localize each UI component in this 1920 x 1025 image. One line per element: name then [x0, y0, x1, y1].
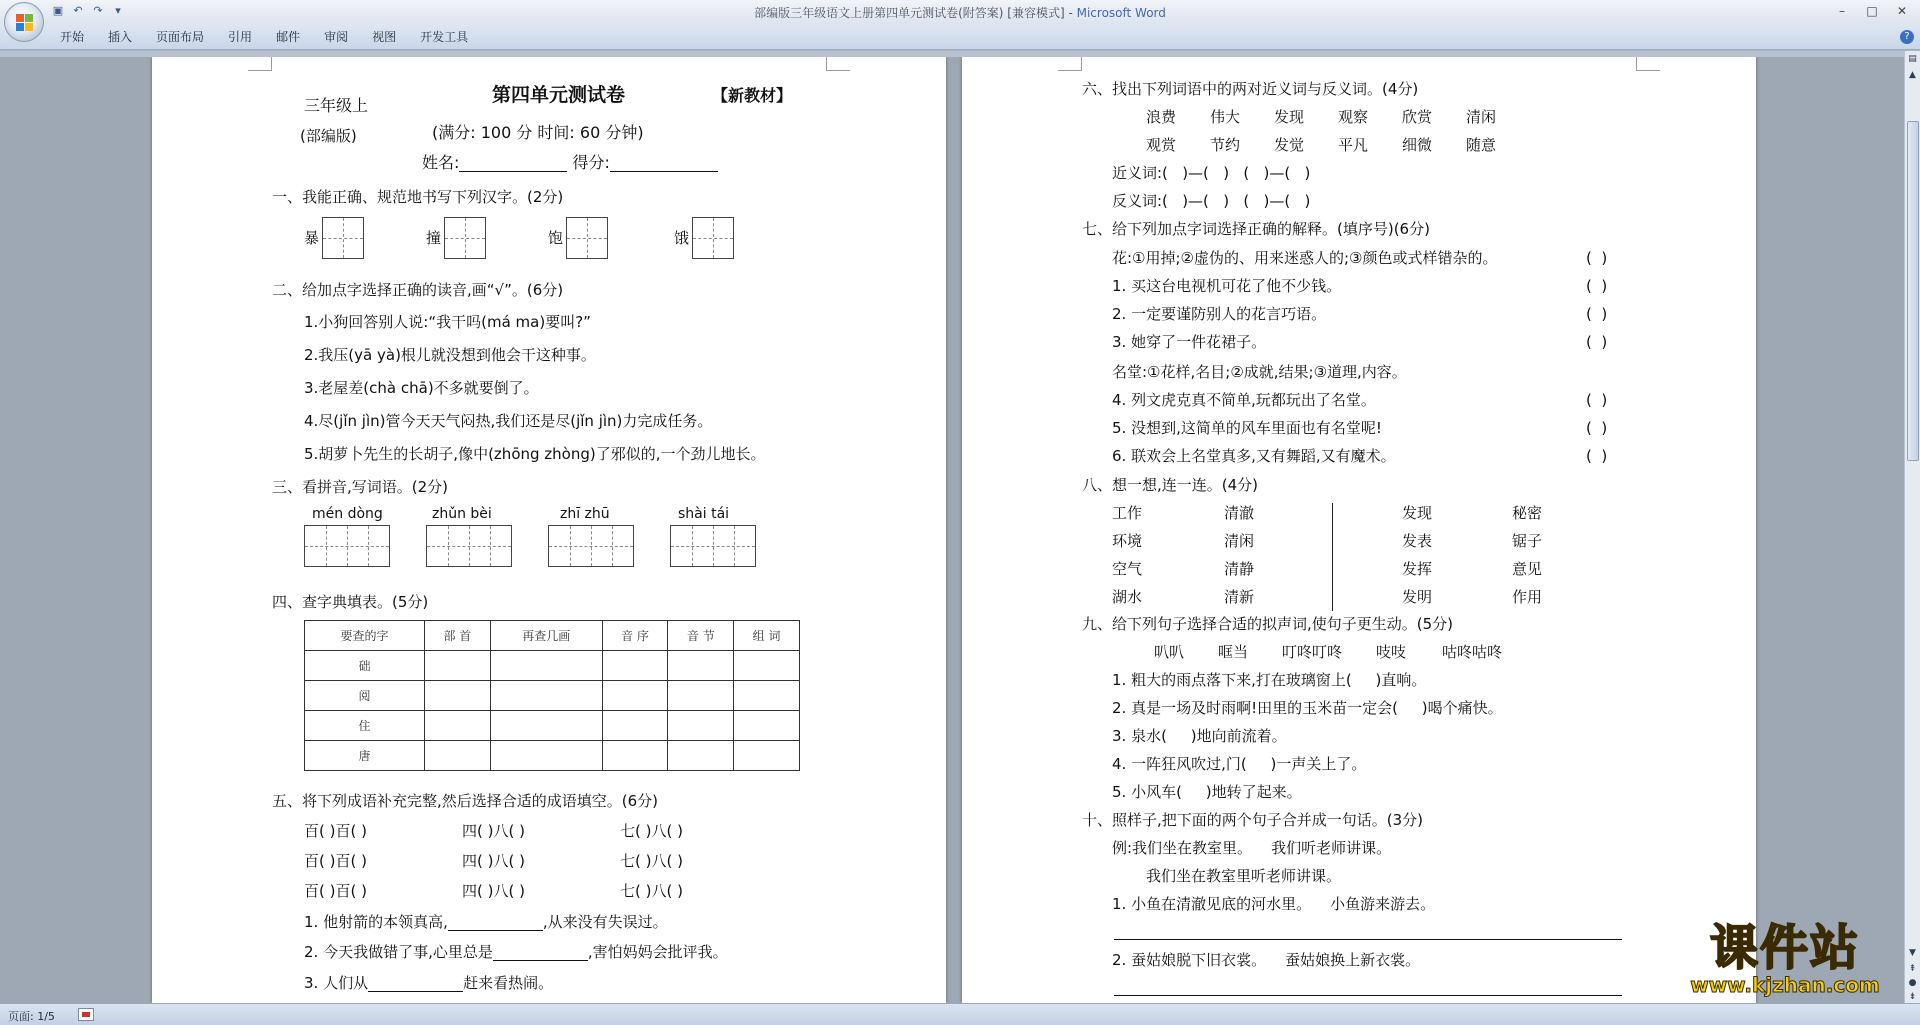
- q6-word: 节约: [1210, 136, 1241, 154]
- scroll-down-icon[interactable]: ▼: [1909, 948, 1916, 958]
- q6-word: 观赏: [1146, 136, 1177, 154]
- q6-word: 浪费: [1146, 108, 1177, 126]
- watermark-url: www.kjzhan.com: [1690, 973, 1880, 997]
- tab-view[interactable]: 视图: [372, 30, 397, 44]
- writing-grid[interactable]: [444, 217, 486, 259]
- q7-item: 4. 列文虎克真不简单,玩都玩出了名堂。: [1112, 391, 1376, 409]
- q9-item: 3. 泉水( )地向前流着。: [1112, 727, 1287, 745]
- q7-definition: 花:①用掉;②虚伪的、用来迷惑人的;③颜色或式样错杂的。: [1112, 249, 1498, 267]
- question-4: 四、查字典填表。(5分): [272, 593, 429, 611]
- q6-word: 发觉: [1274, 136, 1305, 154]
- table-header: 音 节: [668, 621, 734, 651]
- ruler-toggle-icon[interactable]: ▤: [1908, 54, 1917, 64]
- table-header: 要查的字: [305, 621, 425, 651]
- q6-word: 观察: [1338, 108, 1369, 126]
- margin-corner: [826, 57, 850, 71]
- q9-item: 2. 真是一场及时雨啊!田里的玉米苗一定会( )喝个痛快。: [1112, 699, 1503, 717]
- window-controls: [1828, 2, 1916, 20]
- scroll-up-icon[interactable]: ▲: [1909, 70, 1916, 80]
- idiom-blank: 百( )百( ): [304, 822, 367, 840]
- idiom-blank: 百( )百( ): [304, 882, 367, 900]
- onomatopoeia-word: 咕咚咕咚: [1442, 643, 1503, 661]
- select-browse-icon[interactable]: ●: [1908, 978, 1917, 988]
- q2-item: 1.小狗回答别人说:“我干吗(má ma)要叫?”: [304, 313, 591, 331]
- tab-page-layout[interactable]: 页面布局: [156, 30, 205, 44]
- q6-word: 清闲: [1466, 108, 1497, 126]
- answer-paren: ( ): [1586, 333, 1608, 351]
- question-6: 六、找出下列词语中的两对近义词与反义词。(4分): [1082, 80, 1419, 98]
- q10-example: 例:我们坐在教室里。 我们听老师讲课。: [1112, 839, 1392, 857]
- grade-label: 三年级上: [304, 96, 369, 115]
- idiom-blank: 七( )八( ): [620, 882, 683, 900]
- table-header: 组 词: [734, 621, 800, 651]
- tab-insert[interactable]: 插入: [108, 30, 133, 44]
- answer-line[interactable]: [1114, 995, 1622, 996]
- q6-word: 细微: [1402, 136, 1433, 154]
- match-word: 意见: [1512, 560, 1543, 578]
- fill-sentence: 3. 人们从 赶来看热闹。: [304, 974, 554, 992]
- answer-paren: ( ): [1586, 447, 1608, 465]
- match-word: 清静: [1224, 560, 1255, 578]
- idiom-blank: 七( )八( ): [620, 852, 683, 870]
- match-word: 作用: [1512, 588, 1543, 606]
- match-word: 湖水: [1112, 588, 1143, 606]
- answer-paren: ( ): [1586, 391, 1608, 409]
- match-word: 环境: [1112, 532, 1143, 550]
- table-cell: 唐: [305, 741, 425, 771]
- document-area[interactable]: [0, 57, 1904, 1003]
- title-bar: [0, 0, 1920, 24]
- q10-example-answer: 我们坐在教室里听老师讲课。: [1146, 867, 1342, 885]
- edition-label: (部编版): [300, 127, 357, 145]
- antonym-line: 反义词:( )—( ) ( )—( ): [1112, 192, 1311, 210]
- vertical-scrollbar[interactable]: [1904, 51, 1920, 1003]
- watermark-text: 课件站: [1709, 920, 1860, 976]
- page-left: [152, 57, 946, 1003]
- fill-sentence: 2. 今天我做错了事,心里总是 ,害怕妈妈会批评我。: [304, 943, 728, 961]
- question-5: 五、将下列成语补充完整,然后选择合适的成语填空。(6分): [272, 792, 659, 810]
- answer-paren: ( ): [1586, 419, 1608, 437]
- name-score-line: 姓名: 得分:: [422, 154, 718, 172]
- q6-word: 伟大: [1210, 108, 1241, 126]
- q7-item: 3. 她穿了一件花裙子。: [1112, 333, 1267, 351]
- table-cell: 阅: [305, 681, 425, 711]
- question-7: 七、给下列加点字词选择正确的解释。(填序号)(6分): [1082, 220, 1430, 238]
- answer-paren: ( ): [1586, 249, 1608, 267]
- page-title: 第四单元测试卷: [492, 84, 626, 106]
- customize-qat-icon[interactable]: ▾: [115, 4, 121, 17]
- minimize-icon[interactable]: –: [1839, 4, 1845, 18]
- match-word: 空气: [1112, 560, 1143, 578]
- match-word: 发明: [1402, 588, 1433, 606]
- question-2: 二、给加点字选择正确的读音,画“√”。(6分): [272, 281, 564, 299]
- tab-review[interactable]: 审阅: [324, 30, 349, 44]
- page-right: [962, 57, 1756, 1003]
- status-bar: [0, 1003, 1920, 1025]
- q10-item: 2. 蚕姑娘脱下旧衣裳。 蚕姑娘换上新衣裳。: [1112, 951, 1421, 969]
- idiom-blank: 四( )八( ): [462, 852, 525, 870]
- column-divider: [1332, 503, 1333, 611]
- next-page-icon[interactable]: ⇟: [1908, 992, 1917, 1002]
- office-logo-icon: [16, 14, 34, 32]
- q10-item: 1. 小鱼在清澈见底的河水里。 小鱼游来游去。: [1112, 895, 1436, 913]
- help-icon[interactable]: ?: [1900, 30, 1914, 44]
- table-row: [305, 681, 800, 711]
- page-indicator[interactable]: 页面: 1/5: [8, 1010, 55, 1023]
- margin-corner: [1058, 57, 1082, 71]
- prev-page-icon[interactable]: ⇞: [1908, 964, 1917, 974]
- q2-item: 5.胡萝卜先生的长胡子,像中(zhōng zhòng)了邪似的,一个劲儿地长。: [304, 445, 766, 463]
- table-row: [305, 741, 800, 771]
- idiom-blank: 百( )百( ): [304, 852, 367, 870]
- pinyin-label: mén dòng: [312, 506, 383, 522]
- question-8: 八、想一想,连一连。(4分): [1082, 476, 1259, 494]
- margin-corner: [1636, 57, 1660, 71]
- table-cell: 住: [305, 711, 425, 741]
- q1-char-1: 暴: [304, 229, 320, 247]
- question-9: 九、给下列句子选择合适的拟声词,使句子更生动。(5分): [1082, 615, 1454, 633]
- match-word: 锯子: [1512, 532, 1543, 550]
- table-cell: 础: [305, 651, 425, 681]
- q2-item: 3.老屋差(chà chā)不多就要倒了。: [304, 379, 539, 397]
- table-row: [305, 651, 800, 681]
- synonym-line: 近义词:( )—( ) ( )—( ): [1112, 164, 1311, 182]
- idiom-blank: 七( )八( ): [620, 822, 683, 840]
- writing-grid[interactable]: [670, 525, 756, 567]
- save-icon[interactable]: ▣: [52, 4, 64, 17]
- onomatopoeia-word: 叭叭: [1154, 643, 1185, 661]
- table-row: [305, 711, 800, 741]
- q7-item: 2. 一定要谨防别人的花言巧语。: [1112, 305, 1327, 323]
- pinyin-label: zhī zhū: [560, 506, 610, 522]
- idiom-blank: 四( )八( ): [462, 882, 525, 900]
- writing-grid[interactable]: [548, 525, 634, 567]
- q9-item: 1. 粗大的雨点落下来,打在玻璃窗上( )直响。: [1112, 671, 1427, 689]
- score-time-line: (满分: 100 分 时间: 60 分钟): [432, 123, 644, 142]
- answer-paren: ( ): [1586, 277, 1608, 295]
- idiom-blank: 四( )八( ): [462, 822, 525, 840]
- scroll-thumb[interactable]: [1907, 121, 1919, 461]
- writing-grid[interactable]: [426, 525, 512, 567]
- question-10: 十、照样子,把下面的两个句子合并成一句话。(3分): [1082, 811, 1424, 829]
- q2-item: 2.我压(yā yà)根儿就没想到他会干这种事。: [304, 346, 596, 364]
- pinyin-label: shài tái: [678, 506, 730, 522]
- ribbon-tabs: [0, 24, 1920, 50]
- site-watermark: [1670, 922, 1900, 1002]
- table-header: 音 序: [602, 621, 668, 651]
- q6-word: 欣赏: [1402, 108, 1433, 126]
- fill-sentence: 1. 他射箭的本领真高, ,从来没有失误过。: [304, 913, 668, 931]
- match-word: 清新: [1224, 588, 1255, 606]
- question-3: 三、看拼音,写词语。(2分): [272, 478, 449, 496]
- match-word: 工作: [1112, 504, 1143, 522]
- tab-references[interactable]: 引用: [228, 30, 253, 44]
- dictionary-table: [304, 620, 800, 771]
- q2-item: 4.尽(jǐn jìn)管今天天气闷热,我们还是尽(jǐn jìn)力完成任务。: [304, 412, 713, 430]
- office-button[interactable]: [4, 2, 44, 42]
- q7-definition: 名堂:①花样,名目;②成就,结果;③道理,内容。: [1112, 363, 1407, 381]
- window-title: 部编版三年级语文上册第四单元测试卷(附答案) [兼容模式] - Microsoft Word: [754, 6, 1166, 20]
- q7-item: 5. 没想到,这简单的风车里面也有名堂呢!: [1112, 419, 1382, 437]
- match-word: 发挥: [1402, 560, 1433, 578]
- writing-grid[interactable]: [692, 217, 734, 259]
- proofing-icon[interactable]: [78, 1008, 94, 1021]
- q7-item: 6. 联欢会上名堂真多,又有舞蹈,又有魔术。: [1112, 447, 1396, 465]
- question-1: 一、我能正确、规范地书写下列汉字。(2分): [272, 188, 564, 206]
- redo-icon[interactable]: ↷: [93, 4, 103, 17]
- tab-home[interactable]: 开始: [60, 30, 85, 44]
- match-word: 发表: [1402, 532, 1433, 550]
- q6-word: 随意: [1466, 136, 1497, 154]
- writing-grid[interactable]: [304, 525, 390, 567]
- onomatopoeia-word: 吱吱: [1376, 643, 1407, 661]
- tab-mailings[interactable]: 邮件: [276, 30, 301, 44]
- onomatopoeia-word: 哐当: [1218, 643, 1249, 661]
- writing-grid[interactable]: [322, 217, 364, 259]
- writing-grid[interactable]: [566, 217, 608, 259]
- q6-word: 平凡: [1338, 136, 1369, 154]
- tab-developer[interactable]: 开发工具: [420, 30, 469, 44]
- close-icon[interactable]: ✕: [1896, 4, 1908, 18]
- q1-char-3: 饱: [548, 229, 564, 247]
- q1-char-2: 撞: [426, 229, 442, 247]
- margin-corner: [248, 57, 272, 71]
- maximize-icon[interactable]: □: [1866, 4, 1878, 18]
- q6-word: 发现: [1274, 108, 1305, 126]
- new-textbook-tag: 【新教材】: [712, 86, 793, 105]
- q7-item: 1. 买这台电视机可花了他不少钱。: [1112, 277, 1342, 295]
- undo-icon[interactable]: ↶: [73, 4, 83, 17]
- match-word: 发现: [1402, 504, 1433, 522]
- match-word: 清闲: [1224, 532, 1255, 550]
- table-header: 再查几画: [490, 621, 602, 651]
- answer-line[interactable]: [1114, 939, 1622, 940]
- answer-paren: ( ): [1586, 305, 1608, 323]
- pinyin-label: zhǔn bèi: [432, 506, 492, 522]
- q1-char-4: 饿: [674, 229, 690, 247]
- q9-item: 5. 小风车( )地转了起来。: [1112, 783, 1302, 801]
- table-header: 部 首: [425, 621, 491, 651]
- quick-access-toolbar: [50, 4, 126, 18]
- onomatopoeia-word: 叮咚叮咚: [1282, 643, 1343, 661]
- table-header-row: [305, 621, 800, 651]
- q9-item: 4. 一阵狂风吹过,门( )一声关上了。: [1112, 755, 1367, 773]
- match-word: 秘密: [1512, 504, 1543, 522]
- match-word: 清澈: [1224, 504, 1255, 522]
